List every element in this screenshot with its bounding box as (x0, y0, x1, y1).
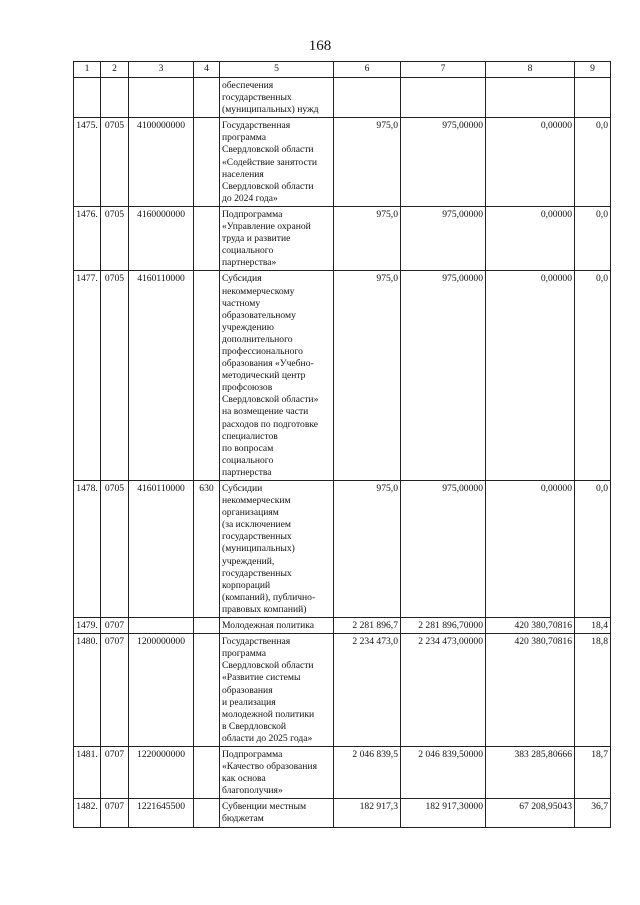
execution-percent: 0,0 (575, 271, 611, 481)
planned-amount: 182 917,3 (334, 799, 401, 827)
target-code: 1221645500 (129, 799, 194, 827)
row-number: 1480. (74, 634, 101, 747)
target-code: 1220000000 (129, 746, 194, 798)
item-name: обеспечения государственных (муниципальных) нужд (220, 78, 334, 118)
header-cell: 2 (101, 62, 129, 78)
planned-amount: 975,0 (334, 481, 401, 618)
table-row (74, 78, 611, 118)
executed-amount: 67 208,95043 (486, 799, 575, 827)
section-code: 0705 (101, 271, 129, 481)
executed-amount: 383 285,80666 (486, 746, 575, 798)
target-code: 4160000000 (129, 206, 194, 270)
target-code (129, 618, 194, 634)
executed-amount: 420 380,70816 (486, 634, 575, 747)
table-row (74, 206, 611, 270)
approved-amount: 2 281 896,70000 (401, 618, 486, 634)
header-row (74, 62, 611, 78)
section-code: 0707 (101, 746, 129, 798)
executed-amount: 0,00000 (486, 206, 575, 270)
executed-amount: 0,00000 (486, 271, 575, 481)
item-name: Государственная программа Свердловской области «Содействие занятости населения Свердловской области до 2024 года» (220, 118, 334, 207)
expense-type (194, 206, 220, 270)
row-number (74, 78, 101, 118)
table-row (74, 618, 611, 634)
approved-amount: 975,00000 (401, 481, 486, 618)
page-number: 168 (308, 38, 332, 54)
executed-amount: 0,00000 (486, 118, 575, 207)
execution-percent: 18,7 (575, 746, 611, 798)
item-name: Молодежная политика (220, 618, 334, 634)
section-code: 0707 (101, 618, 129, 634)
planned-amount: 975,0 (334, 206, 401, 270)
expense-type: 630 (194, 481, 220, 618)
item-name: Субсидии некоммерческим организациям (за исключением государственных (муниципальных) учреждений, государственных корпораций (компаний), публично- правовых компаний) (220, 481, 334, 618)
approved-amount: 2 046 839,50000 (401, 746, 486, 798)
header-cell: 9 (575, 62, 611, 78)
approved-amount: 182 917,30000 (401, 799, 486, 827)
header-cell: 8 (486, 62, 575, 78)
header-cell: 7 (401, 62, 486, 78)
header-cell: 3 (129, 62, 194, 78)
expense-type (194, 118, 220, 207)
section-code: 0705 (101, 481, 129, 618)
execution-percent: 18,8 (575, 634, 611, 747)
section-code: 0705 (101, 206, 129, 270)
planned-amount (334, 78, 401, 118)
row-number: 1482. (74, 799, 101, 827)
table-row (74, 271, 611, 481)
expense-type (194, 78, 220, 118)
item-name: Подпрограмма «Управление охраной труда и развитие социального партнерства» (220, 206, 334, 270)
approved-amount: 975,00000 (401, 206, 486, 270)
budget-table (73, 61, 611, 828)
row-number: 1478. (74, 481, 101, 618)
item-name: Субвенции местным бюджетам (220, 799, 334, 827)
expense-type (194, 618, 220, 634)
executed-amount (486, 78, 575, 118)
row-number: 1481. (74, 746, 101, 798)
execution-percent: 0,0 (575, 206, 611, 270)
section-code: 0707 (101, 799, 129, 827)
planned-amount: 2 234 473,0 (334, 634, 401, 747)
header-cell: 1 (74, 62, 101, 78)
table-row (74, 118, 611, 207)
row-number: 1477. (74, 271, 101, 481)
execution-percent: 18,4 (575, 618, 611, 634)
target-code: 4160110000 (129, 481, 194, 618)
execution-percent: 0,0 (575, 118, 611, 207)
header-cell: 4 (194, 62, 220, 78)
item-name: Государственная программа Свердловской области «Развитие системы образования и реализация молодежной политики в Свердловской области до 2025 года» (220, 634, 334, 747)
execution-percent: 36,7 (575, 799, 611, 827)
row-number: 1475. (74, 118, 101, 207)
item-name: Подпрограмма «Качество образования как основа благополучия» (220, 746, 334, 798)
row-number: 1479. (74, 618, 101, 634)
planned-amount: 2 046 839,5 (334, 746, 401, 798)
table-row (74, 799, 611, 827)
header-cell: 6 (334, 62, 401, 78)
item-name: Субсидия некоммерческому частному образовательному учреждению дополнительного профессионального образования «Учебно- методический центр профсоюзов Свердловской области» на возмещение части расходов по подготовке специалистов по вопросам социального партнерства (220, 271, 334, 481)
execution-percent: 0,0 (575, 481, 611, 618)
table-row (74, 634, 611, 747)
planned-amount: 975,0 (334, 118, 401, 207)
execution-percent (575, 78, 611, 118)
expense-type (194, 799, 220, 827)
section-code: 0705 (101, 118, 129, 207)
table-row (74, 746, 611, 798)
approved-amount: 975,00000 (401, 271, 486, 481)
planned-amount: 2 281 896,7 (334, 618, 401, 634)
approved-amount: 975,00000 (401, 118, 486, 207)
expense-type (194, 746, 220, 798)
target-code: 1200000000 (129, 634, 194, 747)
executed-amount: 0,00000 (486, 481, 575, 618)
approved-amount (401, 78, 486, 118)
expense-type (194, 634, 220, 747)
section-code: 0707 (101, 634, 129, 747)
table-row (74, 481, 611, 618)
planned-amount: 975,0 (334, 271, 401, 481)
approved-amount: 2 234 473,00000 (401, 634, 486, 747)
executed-amount: 420 380,70816 (486, 618, 575, 634)
target-code (129, 78, 194, 118)
header-cell: 5 (220, 62, 334, 78)
row-number: 1476. (74, 206, 101, 270)
target-code: 4160110000 (129, 271, 194, 481)
table-body (74, 78, 611, 828)
expense-type (194, 271, 220, 481)
target-code: 4100000000 (129, 118, 194, 207)
section-code (101, 78, 129, 118)
